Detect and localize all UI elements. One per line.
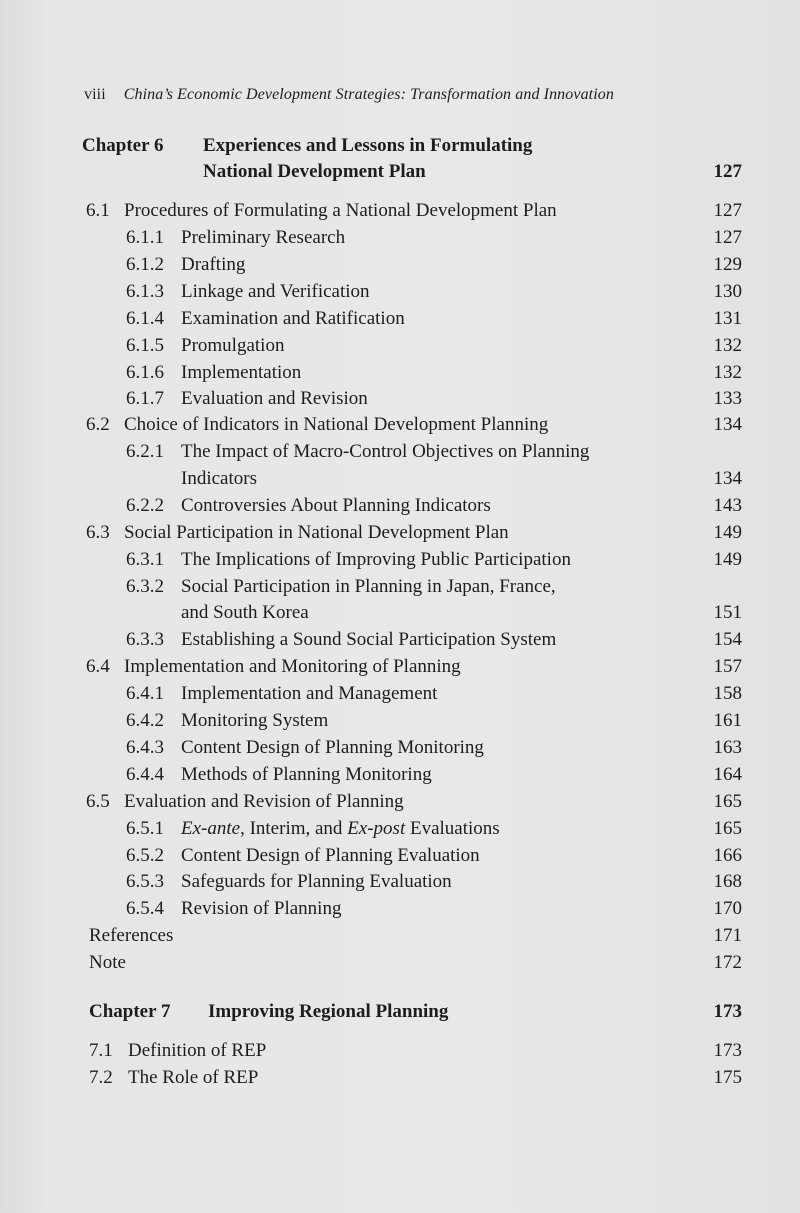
subsection-page: 154 [713,629,742,650]
section-title: Implementation and Monitoring of Planning [124,656,461,677]
subsection-page: 166 [713,845,742,866]
section-page: 149 [713,522,742,543]
subsection-title: Implementation and Management [181,683,438,704]
subsection-page: 129 [713,254,742,275]
section-number: 6.5 [86,791,110,812]
subsection-title: Implementation [181,362,302,383]
subsection-page: 143 [713,495,742,516]
subsection-title-line1: Social Participation in Planning in Japan, France, [181,576,556,597]
subsection-number: 6.1.4 [126,308,164,329]
chapter-label: Chapter 6 [82,135,164,156]
section-title: Evaluation and Revision of Planning [124,791,404,812]
subsection-title: The Implications of Improving Public Participation [181,549,571,570]
subsection-number: 6.2.2 [126,495,164,516]
subsection-number: 6.4.4 [126,764,164,785]
subsection-number: 6.4.2 [126,710,164,731]
subsection-title: Preliminary Research [181,227,346,248]
section-title: The Role of REP [128,1067,259,1088]
subsection-number: 6.2.1 [126,441,164,462]
subsection-page: 134 [713,468,742,489]
chapter-page: 127 [713,161,742,182]
chapter-label: Chapter 7 [89,1001,171,1022]
subsection-page: 170 [713,898,742,919]
subsection-page: 164 [713,764,742,785]
subsection-title: Linkage and Verification [181,281,370,302]
title-italic-exante: Ex-ante [181,818,241,839]
subsection-title-line2: and South Korea [181,602,309,623]
section-number: 7.1 [89,1040,113,1061]
subsection-page: 133 [713,388,742,409]
subsection-page: 165 [713,818,742,839]
subsection-title: Examination and Ratification [181,308,405,329]
chapter-page: 173 [713,1001,742,1022]
section-page: 175 [713,1067,742,1088]
subsection-title: Content Design of Planning Evaluation [181,845,480,866]
subsection-number: 6.1.6 [126,362,164,383]
note-title: Note [89,952,126,973]
note-page: 172 [713,952,742,973]
subsection-title: Evaluation and Revision [181,388,368,409]
subsection-page: 158 [713,683,742,704]
section-number: 6.1 [86,200,110,221]
subsection-title: Methods of Planning Monitoring [181,764,432,785]
title-italic-expost: Ex-post [347,818,406,839]
book-title: China’s Economic Development Strategies: Transformation and Innovation [123,86,614,103]
subsection-page: 131 [713,308,742,329]
subsection-number: 6.1.3 [126,281,164,302]
subsection-number: 6.3.2 [126,576,164,597]
page-number: viii [84,86,106,103]
subsection-number: 6.5.3 [126,871,164,892]
subsection-title: Revision of Planning [181,898,342,919]
section-title: Definition of REP [128,1040,267,1061]
section-number: 7.2 [89,1067,113,1088]
title-mid: , Interim, and [240,818,348,839]
chapter-title-line1: Experiences and Lessons in Formulating [203,135,533,156]
section-page: 127 [713,200,742,221]
subsection-page: 161 [713,710,742,731]
subsection-title: Establishing a Sound Social Participation System [181,629,557,650]
section-title: Social Participation in National Development Plan [124,522,509,543]
subsection-number: 6.1.7 [126,388,164,409]
subsection-title: Promulgation [181,335,285,356]
subsection-page: 132 [713,362,742,383]
subsection-page: 151 [713,602,742,623]
section-page: 134 [713,414,742,435]
section-title: Procedures of Formulating a National Development Plan [124,200,557,221]
section-number: 6.3 [86,522,110,543]
title-end: Evaluations [405,818,500,839]
references-page: 171 [713,925,742,946]
subsection-title: Controversies About Planning Indicators [181,495,491,516]
subsection-number: 6.1.1 [126,227,164,248]
running-head [84,86,614,104]
subsection-number: 6.5.1 [126,818,164,839]
subsection-title [181,816,500,842]
section-title: Choice of Indicators in National Development Planning [124,414,549,435]
section-page: 157 [713,656,742,677]
subsection-page: 168 [713,871,742,892]
subsection-number: 6.4.1 [126,683,164,704]
section-number: 6.2 [86,414,110,435]
subsection-number: 6.4.3 [126,737,164,758]
section-page: 165 [713,791,742,812]
section-page: 173 [713,1040,742,1061]
subsection-title-line2: Indicators [181,468,257,489]
subsection-number: 6.5.2 [126,845,164,866]
subsection-title: Monitoring System [181,710,329,731]
subsection-title: Drafting [181,254,246,275]
subsection-page: 130 [713,281,742,302]
subsection-number: 6.1.2 [126,254,164,275]
subsection-title-line1: The Impact of Macro-Control Objectives on Planning [181,441,590,462]
subsection-page: 149 [713,549,742,570]
chapter-title: Improving Regional Planning [208,1001,449,1022]
subsection-page: 132 [713,335,742,356]
subsection-number: 6.3.3 [126,629,164,650]
subsection-title: Safeguards for Planning Evaluation [181,871,452,892]
subsection-page: 127 [713,227,742,248]
chapter-title-line2: National Development Plan [203,161,426,182]
section-number: 6.4 [86,656,110,677]
subsection-title: Content Design of Planning Monitoring [181,737,484,758]
references-title: References [89,925,174,946]
subsection-page: 163 [713,737,742,758]
subsection-number: 6.5.4 [126,898,164,919]
subsection-number: 6.3.1 [126,549,164,570]
subsection-number: 6.1.5 [126,335,164,356]
